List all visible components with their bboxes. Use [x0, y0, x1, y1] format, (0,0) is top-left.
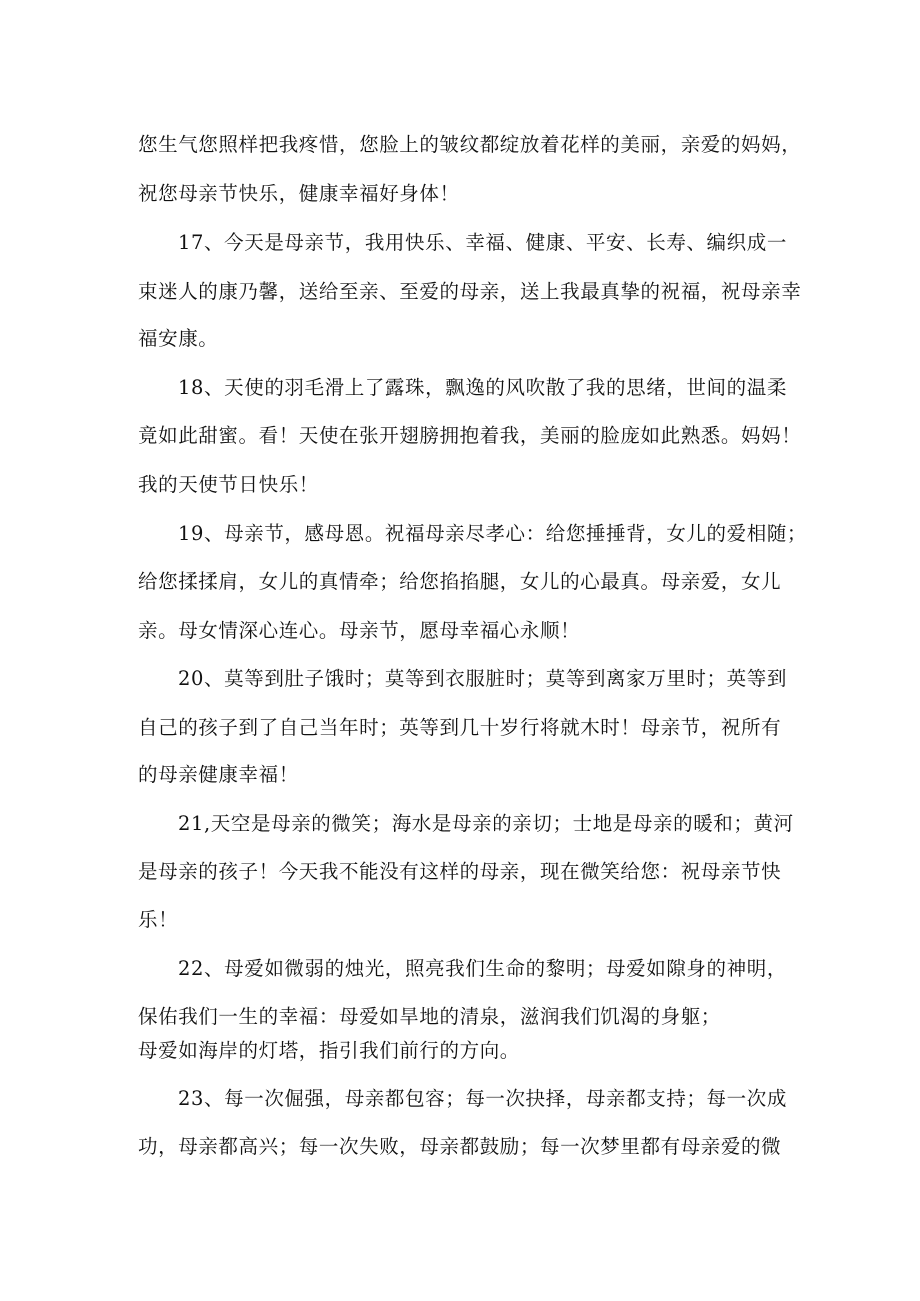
- text-line: 自己的孩子到了自己当年时；英等到几十岁行将就木时！母亲节，祝所有: [138, 716, 782, 739]
- text-line: 祝您母亲节快乐，健康幸福好身体！: [138, 182, 460, 205]
- paragraph-19-start: 19、母亲节，感母恩。祝福母亲尽孝心：给您捶捶背，女儿的爱相随；: [178, 522, 808, 545]
- text-line: 母爱如海岸的灯塔，指引我们前行的方向。: [138, 1039, 520, 1062]
- text-line: 的母亲健康幸福！: [138, 763, 299, 786]
- paragraph-21-start: 21,天空是母亲的微笑；海水是母亲的亲切；士地是母亲的暖和；黄河: [178, 812, 794, 835]
- paragraph-22-start: 22、母爱如微弱的烛光，照亮我们生命的黎明；母爱如隙身的神明，: [178, 957, 787, 980]
- text-line: 福安康。: [138, 327, 219, 350]
- text-line: 给您揉揉肩，女儿的真情牵；给您掐掐腿，女儿的心最真。母亲爱，女儿: [138, 570, 782, 593]
- text-line: 功，母亲都高兴；每一次失败，母亲都鼓励；每一次梦里都有母亲爱的微: [138, 1135, 782, 1158]
- text-line: 我的天使节日快乐！: [138, 473, 319, 496]
- paragraph-23-start: 23、每一次倔强，母亲都包容；每一次抉择，母亲都支持；每一次成: [178, 1087, 787, 1110]
- text-line: 束迷人的康乃馨，送给至亲、至爱的母亲，送上我最真挚的祝福，祝母亲幸: [138, 280, 802, 303]
- text-line: 竟如此甜蜜。看！天使在张开翅膀拥抱着我，美丽的脸庞如此熟悉。妈妈！: [138, 424, 802, 447]
- text-line: 亲。母女情深心连心。母亲节，愿母幸福心永顺！: [138, 619, 581, 642]
- text-line: 乐！: [138, 908, 179, 931]
- text-line: 是母亲的孩子！今天我不能没有这样的母亲，现在微笑给您：祝母亲节快: [138, 860, 782, 883]
- text-line: 保佑我们一生的幸福：母爱如旱地的清泉，滋润我们饥渴的身躯；: [138, 1005, 721, 1028]
- paragraph-17-start: 17、今天是母亲节，我用快乐、幸福、健康、平安、长寿、编织成一: [178, 231, 787, 254]
- paragraph-20-start: 20、莫等到肚子饿时；莫等到衣服脏时；莫等到离家万里时；英等到: [178, 667, 787, 690]
- text-line: 您生气您照样把我疼惜，您脸上的皱纹都绽放着花样的美丽，亲爱的妈妈，: [138, 133, 802, 156]
- paragraph-18-start: 18、天使的羽毛滑上了露珠，飘逸的风吹散了我的思绪，世间的温柔: [178, 376, 787, 399]
